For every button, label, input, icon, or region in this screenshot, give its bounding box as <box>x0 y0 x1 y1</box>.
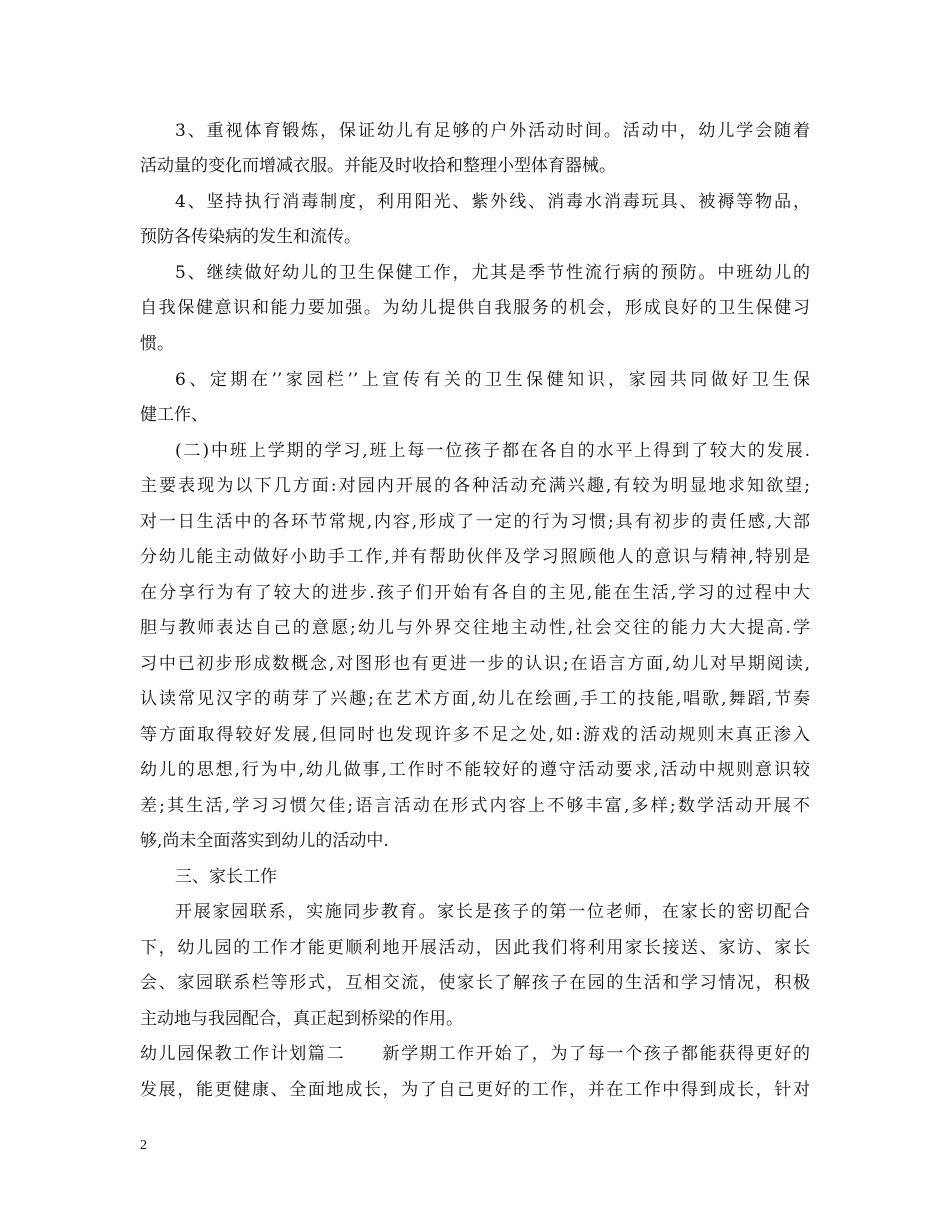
text-line: 活动量的变化而增减衣服。并能及时收拾和整理小型体育器械。 <box>140 156 616 176</box>
text-line: 主动地与我园配合，真正起到桥梁的作用。 <box>140 1009 463 1029</box>
text-line: 开展家园联系，实施同步教育。家长是孩子的第一位老师，在家长的密切配合 <box>175 902 810 922</box>
text-line: 健工作、 <box>140 405 208 425</box>
text-line: 预防各传染病的发生和流传。 <box>140 227 361 247</box>
text-line: 幼儿的思想,行为中,幼儿做事,工作时不能较好的遵守活动要求,活动中规则意识较 <box>140 760 810 780</box>
text-line: 5、继续做好幼儿的卫生保健工作，尤其是季节性流行病的预防。中班幼儿的 <box>175 263 810 283</box>
text-line: 6、定期在’’家园栏’’上宣传有关的卫生保健知识，家园共同做好卫生保 <box>175 370 810 390</box>
text-line: 胆与教师表达自己的意愿;幼儿与外界交往地主动性,社会交往的能力大大提高.学 <box>140 618 810 638</box>
page-number: 2 <box>140 1138 147 1153</box>
text-line: 下，幼儿园的工作才能更顺利地开展活动，因此我们将利用家长接送、家访、家长 <box>140 938 810 958</box>
text-line: 发展，能更健康、全面地成长，为了自己更好的工作，并在工作中得到成长，针对 <box>140 1080 810 1100</box>
text-line: 认读常见汉字的萌芽了兴趣;在艺术方面,幼儿在绘画,手工的技能,唱歌,舞蹈,节奏 <box>140 689 810 709</box>
text-line: 够,尚未全面落实到幼儿的活动中. <box>140 831 389 851</box>
text-line: 主要表现为以下几方面:对园内开展的各种活动充满兴趣,有较为明显地求知欲望; <box>140 476 810 496</box>
text-line: 对一日生活中的各环节常规,内容,形成了一定的行为习惯;具有初步的责任感,大部 <box>140 512 810 532</box>
text-line: 惯。 <box>140 334 174 354</box>
text-line: 习中已初步形成数概念,对图形也有更进一步的认识;在语言方面,幼儿对早期阅读, <box>140 654 810 674</box>
section-heading: 三、家长工作 <box>175 867 277 887</box>
text-line: 在分享行为有了较大的进步.孩子们开始有各自的主见,能在生活,学习的过程中大 <box>140 583 810 603</box>
text-line: 4、坚持执行消毒制度，利用阳光、紫外线、消毒水消毒玩具、被褥等物品， <box>175 192 810 212</box>
text-line: 幼儿园保教工作计划篇二 新学期工作开始了，为了每一个孩子都能获得更好的 <box>140 1044 810 1064</box>
text-line: 差;其生活,学习习惯欠佳;语言活动在形式内容上不够丰富,多样;数学活动开展不 <box>140 796 810 816</box>
text-line: 自我保健意识和能力要加强。为幼儿提供自我服务的机会，形成良好的卫生保健习 <box>140 298 810 318</box>
text-line: 会、家园联系栏等形式，互相交流，使家长了解孩子在园的生活和学习情况，积极 <box>140 973 810 993</box>
text-line: 3、重视体育锻炼，保证幼儿有足够的户外活动时间。活动中，幼儿学会随着 <box>175 121 810 141</box>
text-line: (二)中班上学期的学习,班上每一位孩子都在各自的水平上得到了较大的发展. <box>175 441 810 461</box>
text-line: 分幼儿能主动做好小助手工作,并有帮助伙伴及学习照顾他人的意识与精神,特别是 <box>140 547 810 567</box>
text-line: 等方面取得较好发展,但同时也发现许多不足之处,如:游戏的活动规则末真正渗入 <box>140 725 810 745</box>
